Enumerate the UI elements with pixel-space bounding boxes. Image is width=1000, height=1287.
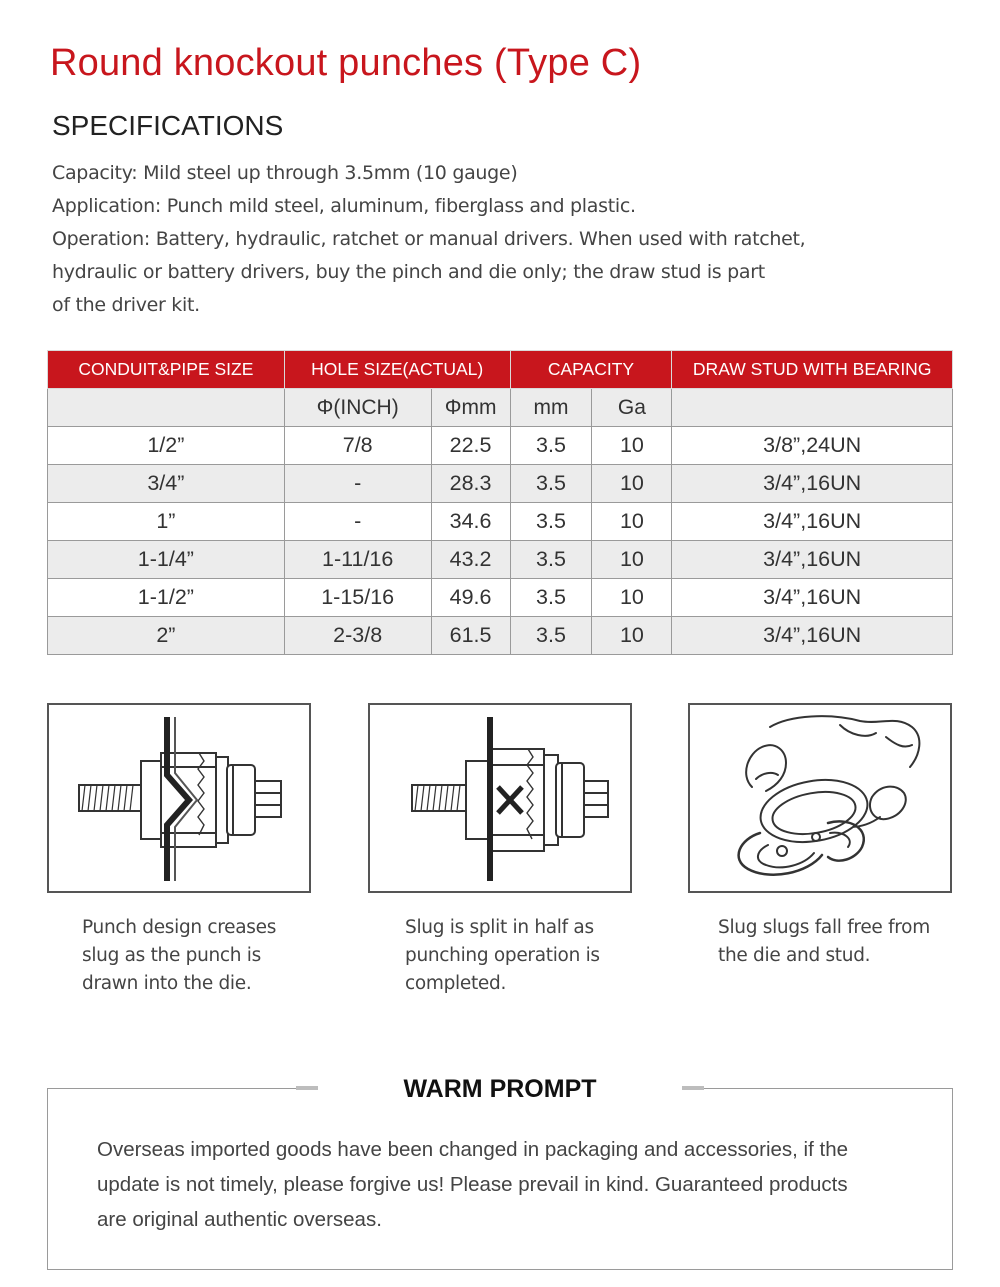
table-subheader-row — [48, 389, 953, 427]
caption-line: the die and stud. — [718, 945, 871, 966]
figure-3-frame — [688, 703, 952, 893]
figure-1-frame — [47, 703, 311, 893]
table-cell: 3/4”,16UN — [672, 541, 953, 579]
spec-operation-line-3: of the driver kit. — [52, 294, 200, 316]
caption-line: Slug is split in half as — [405, 917, 594, 938]
table-cell: 3.5 — [510, 541, 592, 579]
spec-operation-line-2: hydraulic or battery drivers, buy the pinch and die only; the draw stud is part — [52, 261, 765, 283]
warm-prompt-left-dash — [296, 1086, 318, 1090]
table-cell: 10 — [592, 541, 672, 579]
table-cell: 10 — [592, 579, 672, 617]
table-cell: 3/4”,16UN — [672, 503, 953, 541]
table-cell: 10 — [592, 465, 672, 503]
table-cell: - — [284, 503, 431, 541]
subheader-cell — [672, 389, 953, 427]
warm-prompt-text — [97, 1132, 927, 1237]
specifications-heading: SPECIFICATIONS — [52, 110, 284, 141]
table-cell: 1-1/4” — [48, 541, 285, 579]
table-cell: 3/8”,24UN — [672, 427, 953, 465]
table-cell: - — [284, 465, 431, 503]
table-cell: 28.3 — [431, 465, 510, 503]
warm-prompt-title: WARM PROMPT — [403, 1075, 597, 1103]
caption-line: Slug slugs fall free from — [718, 917, 930, 938]
table-row — [48, 465, 953, 503]
table-cell: 1-1/2” — [48, 579, 285, 617]
table-row — [48, 541, 953, 579]
subheader-mm-diameter: Φmm — [431, 389, 510, 427]
caption-line: completed. — [405, 973, 507, 994]
figure-2-caption — [405, 914, 600, 998]
table-cell: 61.5 — [431, 617, 510, 655]
caption-line: slug as the punch is — [82, 945, 261, 966]
warm-prompt-line: are original authentic overseas. — [97, 1208, 382, 1231]
warm-prompt-line: Overseas imported goods have been changed in packaging and accessories, if the — [97, 1138, 849, 1161]
table-cell: 2-3/8 — [284, 617, 431, 655]
header-draw-stud: DRAW STUD WITH BEARING — [672, 351, 953, 389]
table-cell: 2” — [48, 617, 285, 655]
table-cell: 10 — [592, 503, 672, 541]
table-cell: 49.6 — [431, 579, 510, 617]
table-cell: 10 — [592, 617, 672, 655]
table-cell: 43.2 — [431, 541, 510, 579]
table-cell: 7/8 — [284, 427, 431, 465]
table-cell: 3/4”,16UN — [672, 579, 953, 617]
punch-crease-illustration-icon — [49, 705, 309, 891]
specification-table — [47, 350, 953, 655]
slug-release-illustration-icon — [690, 705, 950, 891]
subheader-cell — [48, 389, 285, 427]
warm-prompt-line: update is not timely, please forgive us! Please prevail in kind. Guaranteed products — [97, 1173, 848, 1196]
table-row — [48, 503, 953, 541]
table-cell: 1” — [48, 503, 285, 541]
table-cell: 1-11/16 — [284, 541, 431, 579]
table-row — [48, 579, 953, 617]
table-cell: 1-15/16 — [284, 579, 431, 617]
table-cell: 3.5 — [510, 579, 592, 617]
subheader-mm: mm — [510, 389, 592, 427]
header-conduit-pipe-size: CONDUIT&PIPE SIZE — [48, 351, 285, 389]
table-cell: 3.5 — [510, 503, 592, 541]
figure-3-caption — [718, 914, 930, 970]
subheader-gauge: Ga — [592, 389, 672, 427]
table-cell: 3.5 — [510, 465, 592, 503]
specifications-text — [52, 157, 952, 322]
slug-split-illustration-icon — [370, 705, 630, 891]
subheader-inch: Φ(INCH) — [284, 389, 431, 427]
spec-capacity-line: Capacity: Mild steel up through 3.5mm (10 gauge) — [52, 162, 518, 184]
table-cell: 3/4” — [48, 465, 285, 503]
table-cell: 10 — [592, 427, 672, 465]
header-capacity: CAPACITY — [510, 351, 672, 389]
table-cell: 3/4”,16UN — [672, 465, 953, 503]
table-cell: 1/2” — [48, 427, 285, 465]
spec-application-line: Application: Punch mild steel, aluminum, fiberglass and plastic. — [52, 195, 636, 217]
table-cell: 34.6 — [431, 503, 510, 541]
figure-1-caption — [82, 914, 276, 998]
warm-prompt-right-dash — [682, 1086, 704, 1090]
figure-2-frame — [368, 703, 632, 893]
spec-operation-line-1: Operation: Battery, hydraulic, ratchet or manual drivers. When used with ratchet, — [52, 228, 806, 250]
caption-line: drawn into the die. — [82, 973, 252, 994]
table-cell: 3.5 — [510, 617, 592, 655]
table-cell: 3.5 — [510, 427, 592, 465]
caption-line: punching operation is — [405, 945, 600, 966]
table-row — [48, 427, 953, 465]
table-cell: 22.5 — [431, 427, 510, 465]
table-cell: 3/4”,16UN — [672, 617, 953, 655]
page-title: Round knockout punches (Type C) — [50, 42, 642, 84]
table-row — [48, 617, 953, 655]
caption-line: Punch design creases — [82, 917, 277, 938]
header-hole-size: HOLE SIZE(ACTUAL) — [284, 351, 510, 389]
